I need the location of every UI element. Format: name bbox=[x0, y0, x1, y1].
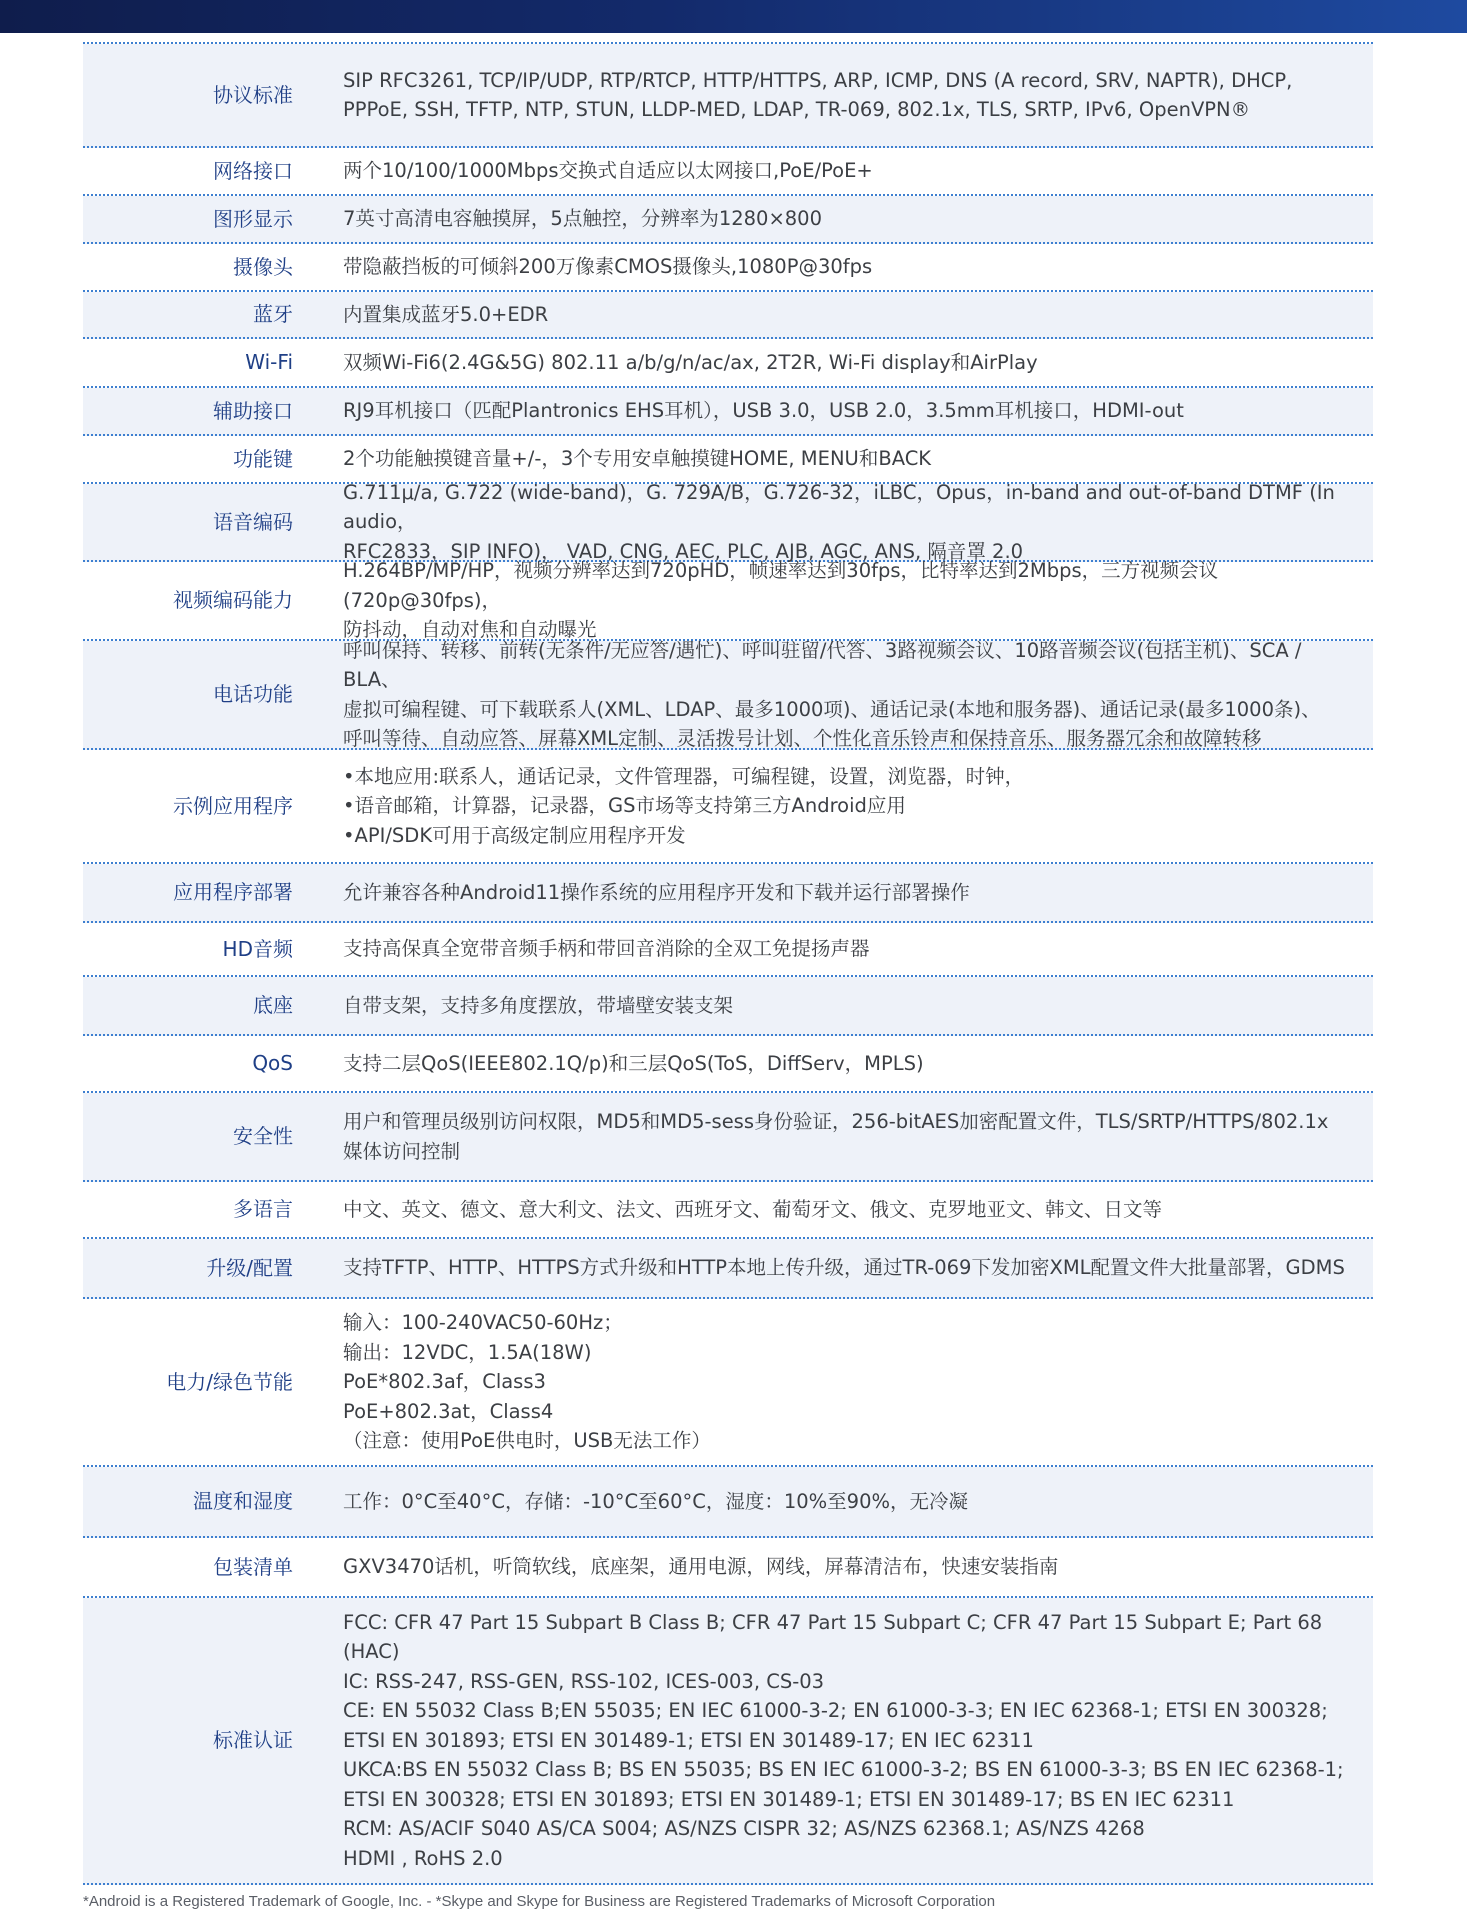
spec-row bbox=[83, 1299, 1373, 1467]
spec-value: 两个10/100/1000Mbps交换式自适应以太网接口,PoE/PoE+ bbox=[343, 159, 873, 183]
spec-value: 带隐蔽挡板的可倾斜200万像素CMOS摄像头,1080P@30fps bbox=[343, 255, 873, 279]
spec-label: 网络接口 bbox=[213, 158, 293, 183]
spec-row bbox=[83, 1538, 1373, 1598]
spec-label: 图形显示 bbox=[213, 206, 293, 231]
spec-table bbox=[83, 42, 1373, 1885]
spec-value: 2个功能触摸键音量+/-，3个专用安卓触摸键HOME, MENU和BACK bbox=[343, 447, 932, 471]
spec-value: 工作：0°C至40°C，存储：-10°C至60°C，湿度：10%至90%，无冷凝 bbox=[343, 1489, 969, 1513]
spec-row bbox=[83, 923, 1373, 977]
spec-label: 应用程序部署 bbox=[173, 880, 293, 904]
spec-value: 支持高保真全宽带音频手柄和带回音消除的全双工免提扬声器 bbox=[343, 937, 870, 961]
spec-row bbox=[83, 196, 1373, 244]
spec-value: SIP RFC3261, TCP/IP/UDP, RTP/RTCP, HTTP/HTTPS, ARP, ICMP, DNS (A record, SRV, NAPTR), DHCP, PPPoE, SSH, TFTP, NTP, STUN, LLDP-MED, LDAP, TR-069, 802.1x, TLS, SRTP, IPv6, OpenVPN® bbox=[343, 68, 1293, 121]
spec-row bbox=[83, 244, 1373, 292]
spec-row bbox=[83, 864, 1373, 923]
spec-label: HD音频 bbox=[222, 936, 293, 961]
spec-value: 呼叫保持、转移、前转(无条件/无应答/遇忙)、呼叫驻留/代答、3路视频会议、10路音频会议(包括主机)、SCA / BLA、 虚拟可编程键、可下载联系人(XML、LDAP、最多1000项)、通话记录(本地和服务器)、通话记录(最多1000条)、 呼叫等待、自动应答、屏幕XML定制、灵活拨号计划、个性化音乐铃声和保持音乐、服务器冗余和故障转移 bbox=[343, 638, 1321, 750]
spec-row bbox=[83, 638, 1373, 750]
spec-row bbox=[83, 292, 1373, 339]
spec-value: 中文、英文、德文、意大利文、法文、西班牙文、葡萄牙文、俄文、克罗地亚文、韩文、日文等 bbox=[343, 1197, 1163, 1221]
spec-label: 标准认证 bbox=[213, 1728, 293, 1752]
header-banner bbox=[0, 0, 1467, 33]
spec-value: 内置集成蓝牙5.0+EDR bbox=[343, 302, 549, 326]
spec-row bbox=[83, 1239, 1373, 1299]
spec-label: 温度和湿度 bbox=[193, 1489, 293, 1513]
spec-label: Wi-Fi bbox=[245, 350, 293, 374]
spec-label: 协议标准 bbox=[213, 82, 293, 107]
spec-value: 输入：100-240VAC50-60Hz； 输出：12VDC，1.5A(18W) PoE*802.3af，Class3 PoE+802.3at，Class4 （注意：使用PoE供电时，USB无法工作） bbox=[343, 1311, 711, 1453]
spec-label: 辅助接口 bbox=[213, 398, 293, 423]
spec-value: H.264BP/MP/HP，视频分辨率达到720pHD，帧速率达到30fps，比特率达到2Mbps，三方视频会议(720p@30fps)， 防抖动，自动对焦和自动曝光 bbox=[343, 559, 1219, 642]
spec-value: 支持二层QoS(IEEE802.1Q/p)和三层QoS(ToS，DiffServ，MPLS) bbox=[343, 1051, 924, 1075]
spec-row bbox=[83, 977, 1373, 1036]
spec-row bbox=[83, 1036, 1373, 1093]
spec-value: FCC: CFR 47 Part 15 Subpart B Class B; CFR 47 Part 15 Subpart C; CFR 47 Part 15 Subpart E; Part 68 (HAC) IC: RSS-247, RSS-GEN, RSS-102, ICES-003, CS-03 CE: EN 55032 Class B;EN 55035; EN IEC 61000-3-2; EN 61000-3-3; EN IEC 62368-1; ETSI EN 300328; ETSI EN 301893; ETSI EN 301489-1; ETSI EN 301489-17; EN IEC 62311 UKCA:BS EN 55032 Class B; BS EN 55035; BS EN IEC 61000-3-2; BS EN 61000-3-3; BS EN IEC 62368-1; ETSI EN 300328; ETSI EN 301893; ETSI EN 301489-1; ETSI EN 301489-17; BS EN IEC 62311 RCM: AS/ACIF S040 AS/CA S004; AS/NZS CISPR 32; AS/NZS 62368.1; AS/NZS 4268 HDMI , RoHS 2.0 bbox=[343, 1610, 1344, 1870]
spec-value: 允许兼容各种Android11操作系统的应用程序开发和下载并运行部署操作 bbox=[343, 880, 970, 904]
spec-label: 语音编码 bbox=[213, 509, 293, 534]
spec-label: 功能键 bbox=[233, 446, 293, 471]
spec-value: 双频Wi-Fi6(2.4G&5G) 802.11 a/b/g/n/ac/ax, 2T2R, Wi-Fi display和AirPlay bbox=[343, 350, 1038, 374]
spec-label: 安全性 bbox=[233, 1124, 293, 1148]
spec-value: •本地应用:联系人，通话记录，文件管理器，可编程键，设置，浏览器，时钟， •语音邮箱，计算器，记录器，GS市场等支持第三方Android应用 •API/SDK可用于高级定制应用程序开发 bbox=[343, 764, 1025, 847]
spec-value: RJ9耳机接口（匹配Plantronics EHS耳机），USB 3.0，USB 2.0，3.5mm耳机接口，HDMI-out bbox=[343, 399, 1184, 423]
spec-row bbox=[83, 480, 1373, 563]
spec-value: G.711μ/a, G.722 (wide-band)，G. 729A/B，G.726-32，iLBC，Opus，in-band and out-of-band DTMF (In audio， RFC2833，SIP INFO)， VAD, CNG, AEC, PLC, AJB, AGC, ANS, 隔音罩 2.0 bbox=[343, 480, 1335, 563]
spec-row bbox=[83, 750, 1373, 864]
spec-row bbox=[83, 339, 1373, 388]
spec-label: 包装清单 bbox=[213, 1554, 293, 1579]
trademark-footnote: *Android is a Registered Trademark of Google, Inc. - *Skype and Skype for Business are Registered Trademarks of Microsoft Corporation bbox=[83, 1893, 996, 1910]
spec-label: 视频编码能力 bbox=[173, 588, 293, 612]
spec-value: 支持TFTP、HTTP、HTTPS方式升级和HTTP本地上传升级，通过TR-069下发加密XML配置文件大批量部署，GDMS bbox=[343, 1256, 1345, 1280]
spec-row bbox=[83, 148, 1373, 196]
spec-label: 多语言 bbox=[233, 1197, 293, 1221]
spec-value: 7英寸高清电容触摸屏，5点触控，分辨率为1280×800 bbox=[343, 207, 822, 231]
spec-value: GXV3470话机，听筒软线，底座架，通用电源，网线，屏幕清洁布，快速安装指南 bbox=[343, 1555, 1059, 1579]
spec-value: 用户和管理员级别访问权限，MD5和MD5-sess身份验证，256-bitAES加密配置文件，TLS/SRTP/HTTPS/802.1x 媒体访问控制 bbox=[343, 1110, 1329, 1163]
spec-label: 电力/绿色节能 bbox=[166, 1369, 293, 1394]
spec-row bbox=[83, 44, 1373, 148]
spec-value: 自带支架，支持多角度摆放，带墙壁安装支架 bbox=[343, 993, 734, 1017]
spec-label: QoS bbox=[252, 1051, 293, 1075]
spec-label: 示例应用程序 bbox=[173, 793, 293, 818]
spec-label: 底座 bbox=[253, 993, 293, 1017]
spec-label: 摄像头 bbox=[233, 254, 293, 279]
spec-row bbox=[83, 1182, 1373, 1239]
spec-label: 电话功能 bbox=[213, 682, 293, 706]
spec-row bbox=[83, 1467, 1373, 1538]
spec-label: 升级/配置 bbox=[206, 1255, 293, 1280]
spec-row bbox=[83, 559, 1373, 642]
spec-label: 蓝牙 bbox=[253, 302, 293, 326]
spec-row bbox=[83, 388, 1373, 436]
spec-row bbox=[83, 1093, 1373, 1182]
spec-row bbox=[83, 1598, 1373, 1885]
